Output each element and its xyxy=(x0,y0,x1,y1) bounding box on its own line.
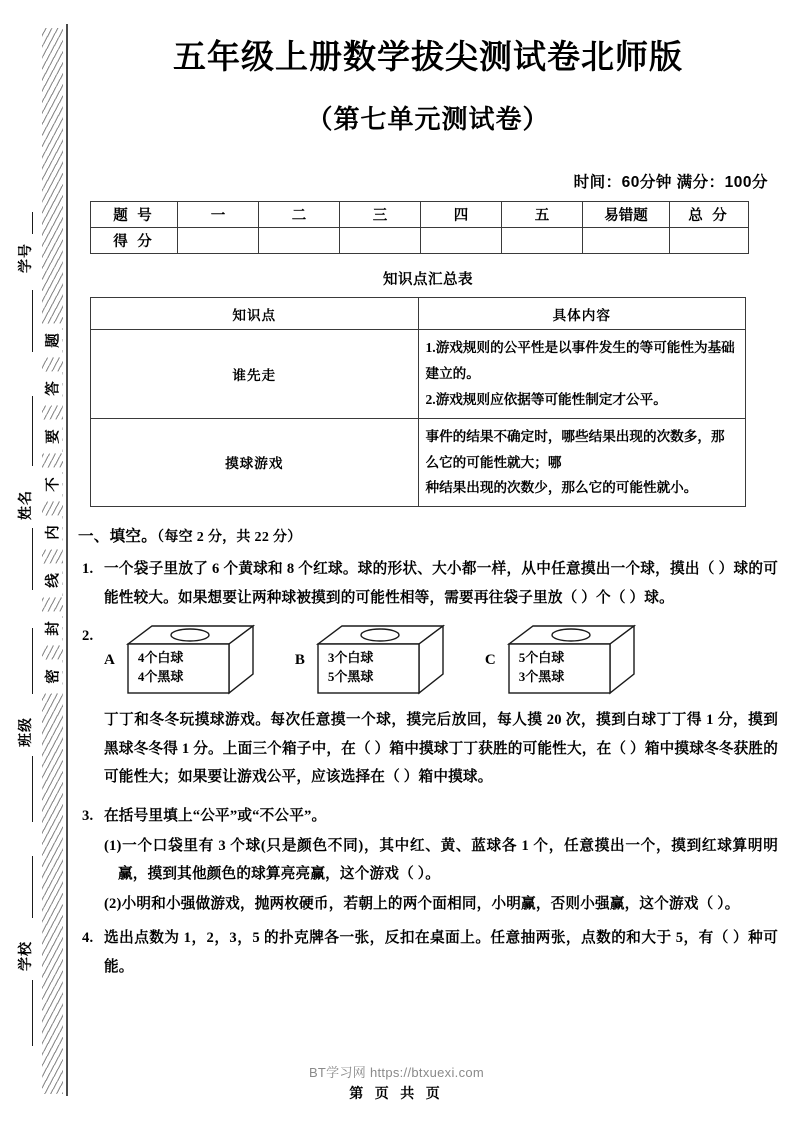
score-input-3[interactable] xyxy=(340,228,421,254)
question-text: 在括号里填上“公平”或“不公平”。 xyxy=(104,808,327,825)
score-input-2[interactable] xyxy=(259,228,340,254)
box-contents xyxy=(519,649,607,687)
box-letter: A xyxy=(104,651,115,668)
seal-char: 密 xyxy=(42,660,63,694)
knowledge-table-caption: 知识点汇总表 xyxy=(383,272,473,289)
margin-rule xyxy=(32,856,33,918)
box-letter: B xyxy=(294,651,305,668)
knowledge-row-content xyxy=(418,330,746,418)
margin-rule xyxy=(32,756,33,822)
knowledge-table xyxy=(90,297,746,507)
score-input-wrong[interactable] xyxy=(583,228,670,254)
question-3 xyxy=(78,802,778,918)
knowledge-line: 种结果出现的次数少，那么它的可能性就小。 xyxy=(425,480,698,496)
score-input-1[interactable] xyxy=(178,228,259,254)
knowledge-header-name: 知识点 xyxy=(91,298,419,330)
box-content-line: 5个黑球 xyxy=(327,668,374,684)
score-input-5[interactable] xyxy=(502,228,583,254)
margin-rule xyxy=(32,396,33,466)
knowledge-line: 2.游戏规则应依据等可能性制定才公平。 xyxy=(425,391,667,407)
score-table-col-5: 五 xyxy=(502,202,583,228)
page-subtitle: （第七单元测试卷） xyxy=(306,104,550,135)
box-shape xyxy=(312,622,449,698)
seal-char: 要 xyxy=(42,420,63,454)
question-text: 一个袋子里放了 6 个黄球和 8 个红球。球的形状、大小都一样，从中任意摸出一个球，摸出（ ）球的可能性较大。如果想要让两种球被摸到的可能性相等，需要再往袋子里放（ ）个（ ）球。 xyxy=(104,561,778,606)
seal-char: 题 xyxy=(42,324,63,358)
box-option-b xyxy=(295,622,449,698)
score-table-col-4: 四 xyxy=(421,202,502,228)
question-3-sub-2: (2)小明和小强做游戏，抛两枚硬币，若朝上的两个面相同，小明赢，否则小强赢，这个游戏（ ）。 xyxy=(104,895,740,912)
box-contents xyxy=(138,649,226,687)
box-letter: C xyxy=(484,651,496,668)
margin-rule xyxy=(32,212,33,234)
question-text: 丁丁和冬冬玩摸球游戏。每次任意摸一个球，摸完后放回，每人摸 20 次，摸到白球丁丁得 1 分，摸到黑球冬冬得 1 分。上面三个箱子中，在（ ）箱中摸球丁丁获胜的可能性大，在（ ）箱中摸球冬冬获胜的可能性大；如果要让游戏公平，应该选择在（ ）箱中摸球。 xyxy=(104,712,778,786)
box-content-line: 4个白球 xyxy=(137,650,184,666)
seal-char: 不 xyxy=(42,468,63,502)
score-input-total[interactable] xyxy=(670,228,749,254)
score-table xyxy=(90,201,749,254)
box-content-line: 3个白球 xyxy=(327,650,374,666)
section-one-points: （每空 2 分，共 22 分） xyxy=(157,530,302,546)
margin-rule xyxy=(32,528,33,590)
section-one-heading xyxy=(78,524,778,546)
knowledge-header-content: 具体内容 xyxy=(418,298,746,330)
knowledge-line: 事件的结果不确定时，哪些结果出现的次数多，那么它的可能性就大；哪 xyxy=(425,428,725,470)
score-table-col-total: 总 分 xyxy=(670,202,749,228)
question-4 xyxy=(78,924,778,981)
margin-label-name: 姓名 xyxy=(19,490,34,520)
table-row xyxy=(91,228,749,254)
table-row xyxy=(91,298,746,330)
margin-rule xyxy=(32,290,33,352)
score-table-row-label: 题 号 xyxy=(91,202,178,228)
seal-line-text xyxy=(35,330,69,750)
score-table-col-2: 二 xyxy=(259,202,340,228)
seal-char: 答 xyxy=(42,372,63,406)
seal-char: 线 xyxy=(42,564,63,598)
question-1 xyxy=(78,555,778,612)
knowledge-row-name: 摸球游戏 xyxy=(91,418,419,506)
table-row xyxy=(91,202,749,228)
page-footer xyxy=(0,1062,793,1103)
page-border xyxy=(66,24,68,1096)
box-contents xyxy=(328,649,416,687)
page-number-label: 第 页 共 页 xyxy=(349,1087,444,1102)
box-option-c xyxy=(485,622,640,698)
box-option-a xyxy=(104,622,259,698)
margin-rule xyxy=(32,628,33,694)
margin-label-class: 班级 xyxy=(19,717,34,747)
question-number: 3. xyxy=(82,808,94,825)
score-table-col-3: 三 xyxy=(340,202,421,228)
question-3-sub-1: (1)一个口袋里有 3 个球(只是颜色不同)，其中红、黄、蓝球各 1 个，任意摸出一个，摸到红球算明明赢，摸到其他颜色的球算亮亮赢，这个游戏（ ）。 xyxy=(104,837,778,883)
question-number: 2. xyxy=(82,628,94,645)
box-content-line: 5个白球 xyxy=(518,650,565,666)
watermark-text: BT学习网 https://btxuexi.com xyxy=(308,1065,485,1080)
score-table-row-label: 得 分 xyxy=(91,228,178,254)
table-row xyxy=(91,330,746,418)
margin-label-school: 学校 xyxy=(19,941,34,971)
score-input-4[interactable] xyxy=(421,228,502,254)
box-shape xyxy=(503,622,640,698)
knowledge-row-name: 谁先走 xyxy=(91,330,419,418)
score-table-col-1: 一 xyxy=(178,202,259,228)
ball-box-diagram xyxy=(78,622,778,698)
seal-char: 封 xyxy=(42,612,63,646)
page-title: 五年级上册数学拔尖测试卷北师版 xyxy=(173,38,683,75)
seal-char: 内 xyxy=(42,516,63,550)
table-row xyxy=(91,418,746,506)
margin-label-student-id: 学号 xyxy=(19,243,34,273)
exam-meta: 时间：60分钟 满分：100分 xyxy=(573,174,768,192)
knowledge-row-content xyxy=(418,418,746,506)
question-number: 1. xyxy=(82,561,94,578)
margin-rule xyxy=(32,980,33,1046)
question-2-body xyxy=(78,706,778,791)
knowledge-line: 1.游戏规则的公平性是以事件发生的等可能性为基础建立的。 xyxy=(425,340,735,382)
score-table-col-wrong: 易错题 xyxy=(583,202,670,228)
exam-content xyxy=(78,28,778,981)
section-one-title: 一、填空。 xyxy=(78,528,158,546)
question-text: 选出点数为 1，2，3，5 的扑克牌各一张，反扣在桌面上。任意抽两张，点数的和大于 5，有（ ）种可能。 xyxy=(104,930,778,975)
box-shape xyxy=(122,622,259,698)
question-number: 4. xyxy=(82,930,94,947)
box-content-line: 4个黑球 xyxy=(137,668,184,684)
box-content-line: 3个黑球 xyxy=(518,668,565,684)
